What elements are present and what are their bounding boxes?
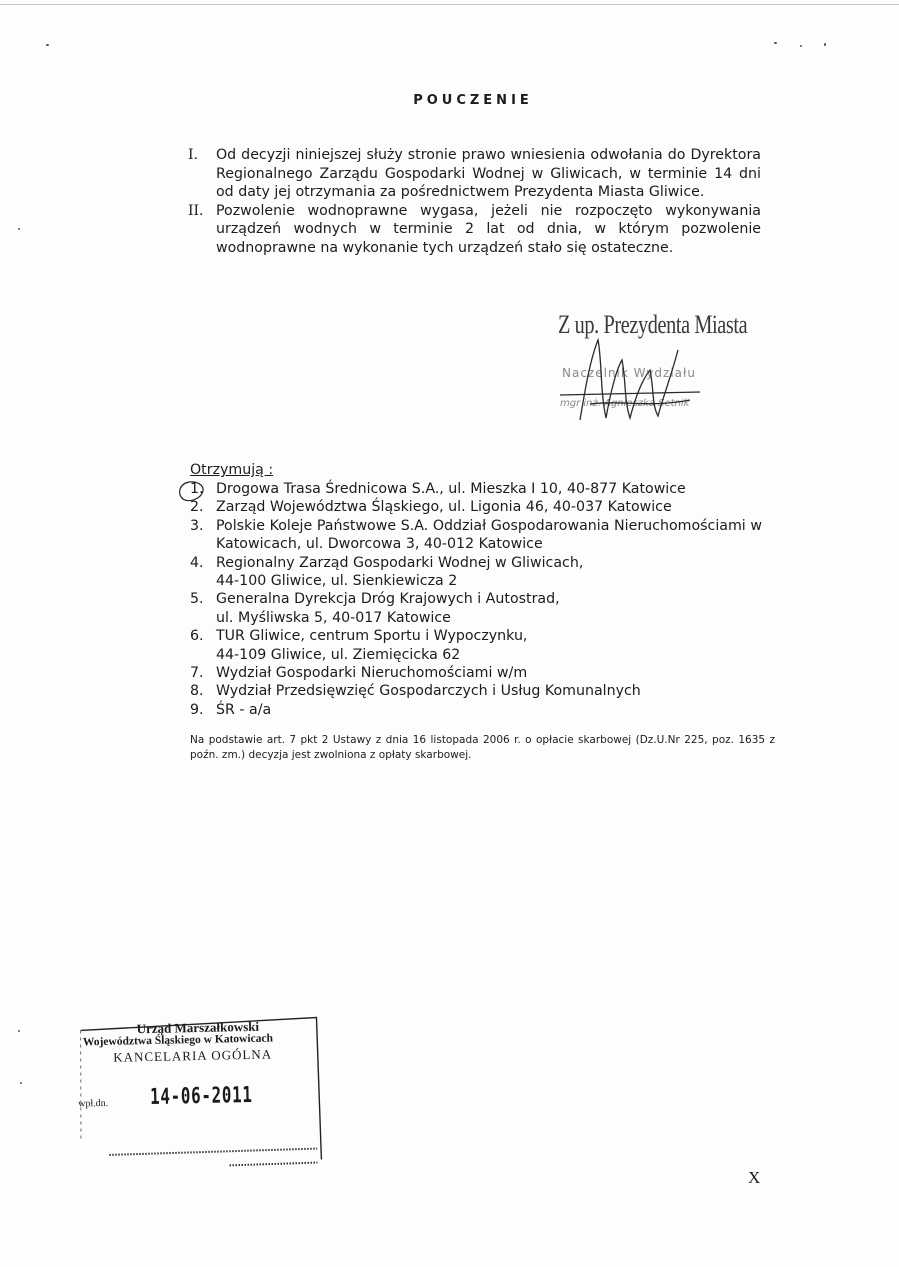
recipient-item [190, 701, 762, 719]
recipient-text: Regionalny Zarząd Gospodarki Wodnej w Gliwicach, 44-100 Gliwice, ul. Sienkiewicza 2 [216, 554, 584, 590]
document-title: POUCZENIE [413, 93, 533, 108]
recipient-text: Zarząd Województwa Śląskiego, ul. Ligonia 46, 40-037 Katowice [216, 499, 672, 516]
recipient-text: TUR Gliwice, centrum Sportu i Wypoczynku, 44-109 Gliwice, ul. Ziemięcicka 62 [216, 628, 528, 663]
recipients-list [190, 480, 762, 719]
recipient-number: 6. [190, 628, 204, 645]
recipient-text: Polskie Koleje Państwowe S.A. Oddział Gospodarowania Nieruchomościami w Katowicach, ul. Dworcowa 3, 40-012 Katowice [216, 517, 762, 553]
stamp-received-label: wpł.dn. [78, 1097, 109, 1110]
instruction-item [186, 146, 761, 202]
recipient-number: 2. [190, 499, 204, 516]
recipient-item [190, 664, 762, 682]
instruction-number: I. [188, 147, 198, 163]
signature-authority-line: Z up. Prezydenta Miasta [558, 310, 748, 339]
signature-block [550, 300, 790, 440]
recipient-text: Wydział Przedsięwzięć Gospodarczych i Usług Komunalnych [216, 683, 641, 700]
recipient-item [190, 517, 762, 554]
recipient-number: 5. [190, 591, 204, 608]
recipient-number: 1. [190, 481, 204, 497]
recipient-text: ŚR - a/a [216, 701, 272, 718]
instruction-number: II. [188, 202, 204, 219]
scan-speck [824, 43, 826, 46]
page-top-edge [0, 4, 899, 5]
stamp-office-line: Urząd Marszałkowski [136, 1018, 260, 1037]
signature-title-line: Naczelnik Wydziału [562, 366, 697, 380]
signature-name-line: mgr inż. Agnieszka Setnik [560, 398, 690, 409]
stamp-department-line: KANCELARIA OGÓLNA [113, 1046, 273, 1065]
scan-speck [800, 45, 802, 47]
recipient-number: 3. [190, 517, 204, 534]
fee-exemption-note: Na podstawie art. 7 pkt 2 Ustawy z dnia 16 listopada 2006 r. o opłacie skarbowej (Dz.U.Nr 225, poz. 1635 z poźn. zm.) decyzja jest zwolniona z opłaty skarbowej. [190, 734, 775, 761]
instruction-text: Od decyzji niniejszej służy stronie prawo wniesienia odwołania do Dyrektora Regionalnego Zarządu Gospodarki Wodnej w Gliwicach, w terminie 14 dni od daty jej otrzymania za pośrednictwem Prezydenta Miasta Gliwice. [216, 147, 761, 201]
instruction-item [186, 202, 761, 258]
scan-speck [18, 228, 20, 230]
received-stamp [76, 1015, 323, 1170]
recipient-item [190, 498, 762, 516]
recipient-item [190, 554, 762, 591]
stamp-date: 14-06-2011 [149, 1082, 253, 1111]
instructions-list [186, 146, 761, 258]
scan-speck [46, 44, 49, 46]
recipient-number: 8. [190, 683, 204, 700]
recipient-number: 7. [190, 665, 204, 682]
recipient-item [190, 682, 762, 700]
instruction-text: Pozwolenie wodnoprawne wygasa, jeżeli nie rozpoczęto wykonywania urządzeń wodnych w terminie 2 lat od dnia, w którym pozwolenie wodnoprawne na wykonanie tych urządzeń stało się ostateczne. [216, 202, 761, 256]
recipient-number: 4. [190, 554, 204, 571]
scan-speck [18, 1030, 20, 1032]
scan-speck [774, 42, 777, 44]
recipient-text: Drogowa Trasa Średnicowa S.A., ul. Mieszka I 10, 40-877 Katowice [216, 481, 686, 497]
recipient-item [190, 627, 762, 664]
handwritten-signature [550, 300, 790, 440]
recipient-number: 9. [190, 701, 204, 718]
stamp-region-line: Województwa Śląskiego w Katowicach [82, 1032, 274, 1049]
recipient-item [190, 590, 762, 627]
scan-speck [20, 1082, 22, 1084]
recipients-header: Otrzymują : [190, 462, 274, 478]
corner-mark: X [748, 1168, 761, 1187]
recipient-text: Generalna Dyrekcja Dróg Krajowych i Autostrad, ul. Myśliwska 5, 40-017 Katowice [216, 591, 560, 626]
recipient-text: Wydział Gospodarki Nieruchomościami w/m [216, 665, 528, 682]
recipient-item [190, 480, 762, 498]
